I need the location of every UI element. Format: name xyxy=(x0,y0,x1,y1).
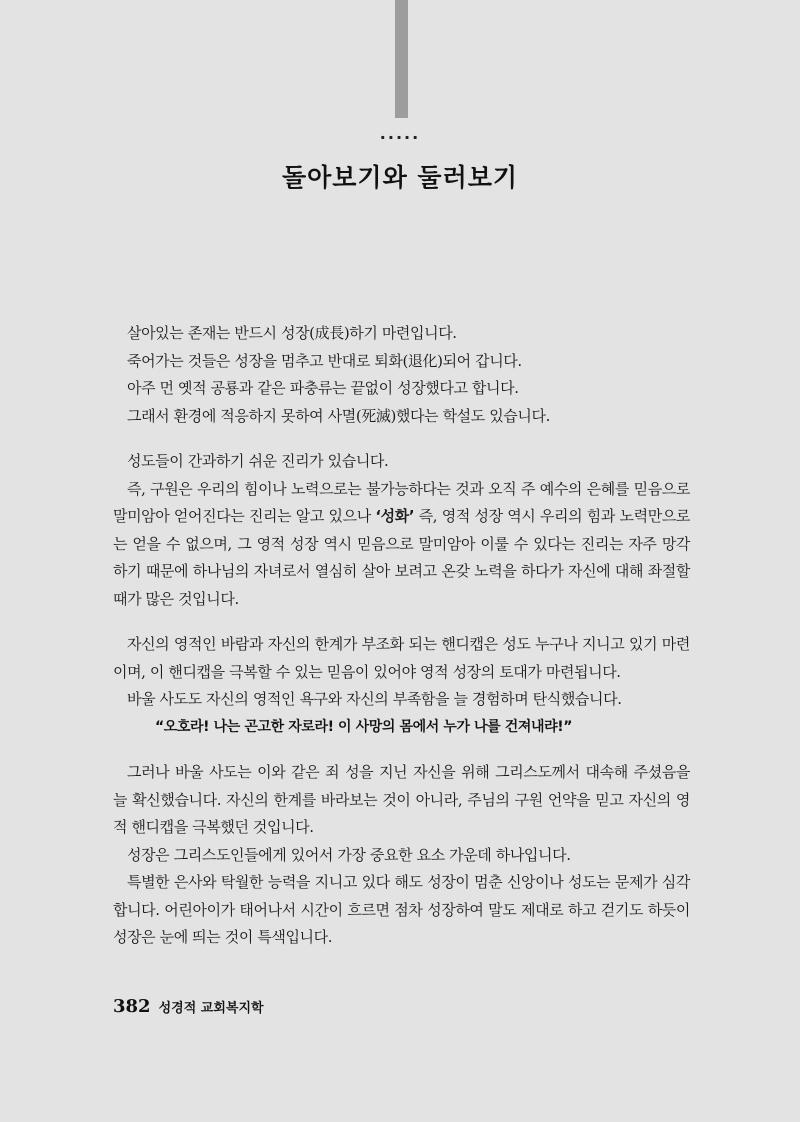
text-line: 특별한 은사와 탁월한 능력을 지니고 있다 해도 성장이 멈춘 신앙이나 성도는 문제가 심각합니다. 어린아이가 태어나서 시간이 흐르면 점차 성장하여 말도 제대로 하고 걷기도 하듯이 성장은 눈에 띄는 것이 특색입니다. xyxy=(113,873,690,946)
top-decorative-bar xyxy=(395,0,408,118)
text-line xyxy=(113,476,690,614)
page-title: 돌아보기와 둘러보기 xyxy=(281,163,519,192)
body-text xyxy=(113,320,690,970)
keyword-sanctification: ‘성화’ xyxy=(375,507,415,525)
text-line: 그래서 환경에 적응하지 못하여 사멸(死滅)했다는 학설도 있습니다. xyxy=(127,406,550,425)
text-line: 아주 먼 옛적 공룡과 같은 파충류는 끝없이 성장했다고 합니다. xyxy=(127,379,519,397)
text-line: 죽어가는 것들은 성장을 멈추고 반대로 퇴화(退化)되어 갑니다. xyxy=(127,351,522,370)
paragraph-3 xyxy=(113,631,690,741)
scripture-quote: “오호라! 나는 곤고한 자로라! 이 사망의 몸에서 누가 나를 건져내랴!” xyxy=(155,718,573,735)
text-line: 성장은 그리스도인들에게 있어서 가장 중요한 요소 가운데 하나입니다. xyxy=(127,845,571,864)
text-line: 바울 사도도 자신의 영적인 욕구와 자신의 부족함을 늘 경험하며 탄식했습니다. xyxy=(127,690,622,708)
text-line: 그러나 바울 사도는 이와 같은 죄 성을 지닌 자신을 위해 그리스도께서 대속해 주셨음을 늘 확신했습니다. 자신의 한계를 바라보는 것이 아니라, 주님의 구원 언약을 믿고 자신의 영적 핸디캡을 극복했던 것입니다. xyxy=(113,763,690,836)
paragraph-4 xyxy=(113,759,690,952)
text-line: 살아있는 존재는 반드시 성장(成長)하기 마련입니다. xyxy=(127,324,457,342)
text-line: 자신의 영적인 바람과 자신의 한계가 부조화 되는 핸디캡은 성도 누구나 지니고 있기 마련이며, 이 핸디캡을 극복할 수 있는 믿음이 있어야 영적 성장의 토대가 마련됩니다. xyxy=(113,635,690,681)
title-dots: ..... xyxy=(379,124,421,143)
paragraph-2 xyxy=(113,448,690,613)
book-title: 성경적 교회복지학 xyxy=(158,1001,264,1016)
page-number: 382 xyxy=(113,996,151,1017)
paragraph-1 xyxy=(113,320,690,430)
text-segment: 즉, 영적 성장 역시 우리의 힘과 노력만으로는 얻을 수 없으며, 그 영적 성장 역시 믿음으로 말미암아 이룰 수 있다는 진리는 자주 망각하기 때문에 하나님의 자녀로서 열심히 살아 보려고 온갖 노력을 하다가 자신에 대해 좌절할 때가 많은 것입니다. xyxy=(113,507,690,608)
text-line: 성도들이 간과하기 쉬운 진리가 있습니다. xyxy=(127,452,389,470)
text-segment: 즉, 구원은 우리의 힘이나 노력으로는 불가능하다는 것과 오직 주 예수의 은혜를 믿음으로 말미암아 얻어진다는 진리는 알고 있으나 xyxy=(113,479,690,525)
page-footer xyxy=(113,996,264,1017)
